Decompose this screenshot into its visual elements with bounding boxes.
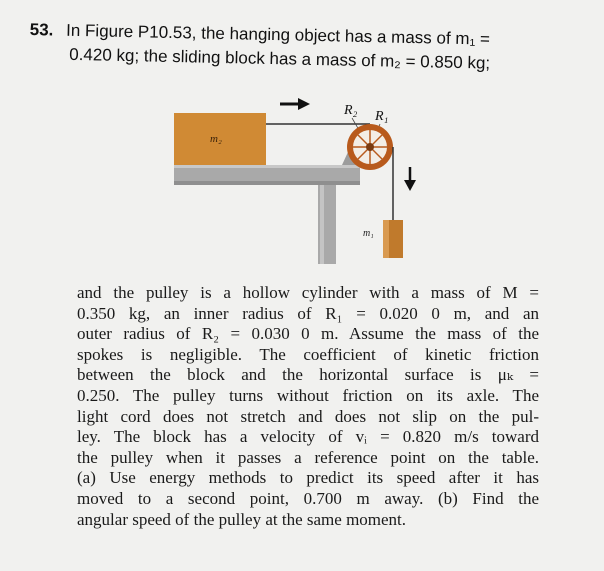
table-underside <box>174 181 360 185</box>
down-arrow-head <box>404 180 416 191</box>
body-line: 0.350 kg, an inner radius of R₁ = 0.020 0 m, and an <box>77 303 539 323</box>
pulley-axle <box>366 143 374 151</box>
r2-label: R₂ <box>344 103 358 118</box>
problem-header <box>29 18 590 78</box>
body-line: ley. The block has a velocity of vᵢ = 0.820 m/s toward <box>77 427 539 447</box>
header-line-2: 0.420 kg; the sliding block has a mass of m₂ = 0.850 kg; <box>69 44 491 73</box>
body-line: and the pulley is a hollow cylinder with a mass of M = <box>77 283 539 302</box>
body-line: moved to a second point, 0.700 m away. (b) Find the <box>77 488 539 508</box>
motion-arrow-head <box>298 98 310 110</box>
problem-body <box>77 283 539 530</box>
problem-number: 53. <box>29 19 54 40</box>
block-label: m₂ <box>210 133 222 145</box>
header-text-1: In Figure P10.53, the hanging object has a mass of m₁ = <box>65 20 491 49</box>
body-line: angular speed of the pulley at the same moment. <box>77 509 407 529</box>
body-line: 0.250. The pulley turns without friction on its axle. The <box>77 385 539 405</box>
table-leg-highlight <box>320 184 324 264</box>
r1-label: R₁ <box>375 109 389 124</box>
hanging-mass-label: m₁ <box>363 228 374 239</box>
body-line: (a) Use energy methods to predict its speed after it has <box>77 468 539 488</box>
body-line: between the block and the horizontal surface is μₖ = <box>77 365 539 385</box>
body-line: light cord does not stretch and does not slip on the pul- <box>77 406 539 426</box>
pulley-figure <box>170 92 470 272</box>
body-line: spokes is negligible. The coefficient of kinetic friction <box>77 344 539 364</box>
body-line: outer radius of R₂ = 0.030 0 m. Assume the mass of the <box>77 324 539 344</box>
table-edge-highlight <box>174 165 360 168</box>
body-line: the pulley when it passes a reference point on the table. <box>77 447 539 467</box>
hanging-mass-highlight <box>383 220 389 258</box>
